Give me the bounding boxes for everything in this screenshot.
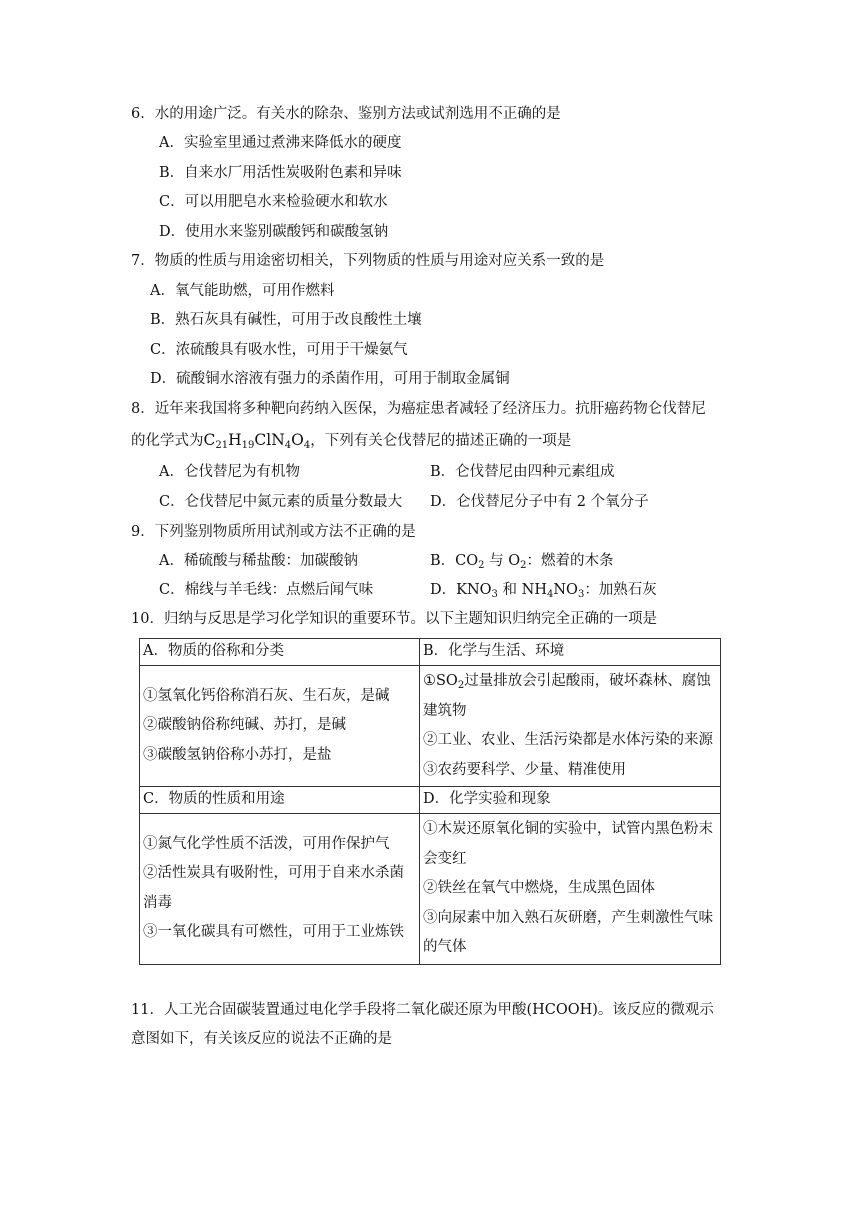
list-item: ①氮气化学性质不活泼，可用作保护气 xyxy=(143,835,390,852)
q7-option-a: A．氧气能助燃，可用作燃料 xyxy=(150,283,335,299)
knowledge-table xyxy=(139,638,721,965)
q8-option-d: D．仑伐替尼分子中有 2 个氧分子 xyxy=(430,494,649,510)
q6-option-a: A．实验室里通过煮沸来降低水的硬度 xyxy=(159,135,402,151)
q6-stem: 6．水的用途广泛。有关水的除杂、鉴别方法或试剂选用不正确的是 xyxy=(131,106,561,122)
q11-stem-line2: 意图如下，有关该反应的说法不正确的是 xyxy=(131,1031,392,1047)
q11-stem-line1: 11．人工光合固碳装置通过电化学手段将二氧化碳还原为甲酸(HCOOH)。该反应的微观示 xyxy=(131,1002,714,1018)
q8-option-b: B．仑伐替尼由四种元素组成 xyxy=(430,464,615,480)
q10-stem: 10．归纳与反思是学习化学知识的重要环节。以下主题知识归纳完全正确的一项是 xyxy=(131,611,657,627)
table-header-c: C．物质的性质和用途 xyxy=(140,787,420,814)
list-item: ③一氧化碳具有可燃性，可用于工业炼铁 xyxy=(143,924,404,941)
q9-option-d: D．$KNO_3$ 和 $NH_4NO_3$：加熟石灰 xyxy=(430,582,657,600)
q8-option-a: A．仑伐替尼为有机物 xyxy=(159,464,300,480)
q6-option-b: B．自来水厂用活性炭吸附色素和异味 xyxy=(159,165,402,181)
q8-stem-suffix: ，下列有关仑伐替尼的描述正确的一项是 xyxy=(310,433,572,449)
list-item: ①氢氧化钙俗称消石灰、生石灰，是碱 xyxy=(143,687,390,704)
q7-stem: 7．物质的性质与用途密切相关，下列物质的性质与用途对应关系一致的是 xyxy=(131,253,605,269)
list-item: ②活性炭具有吸附性，可用于自来水杀菌消毒 xyxy=(143,865,404,911)
list-item: ②铁丝在氧气中燃烧，生成黑色固体 xyxy=(423,880,655,896)
q8-option-c: C．仑伐替尼中氮元素的质量分数最大 xyxy=(159,494,403,510)
q7-option-b: B．熟石灰具有碱性，可用于改良酸性土壤 xyxy=(150,312,422,328)
table-header-b: B．化学与生活、环境 xyxy=(420,639,721,666)
table-cell-c xyxy=(140,814,420,965)
list-item: ①木炭还原氧化铜的实验中，试管内黑色粉末会变红 xyxy=(423,821,713,867)
list-item: ②工业、农业、生活污染都是水体污染的来源 xyxy=(423,732,713,748)
q6-option-d: D．使用水来鉴别碳酸钙和碳酸氢钠 xyxy=(159,224,389,240)
table-cell-a xyxy=(140,666,420,787)
q9-option-c: C．棉线与羊毛线：点燃后闻气味 xyxy=(159,582,374,598)
table-header-a: A．物质的俗称和分类 xyxy=(140,639,420,666)
table-cell-b xyxy=(420,666,721,787)
list-item: ②碳酸钠俗称纯碱、苏打，是碱 xyxy=(143,717,346,734)
q8-stem-line1: 8．近年来我国将多种靶向药纳入医保，为癌症患者减轻了经济压力。抗肝癌药物仑伐替尼 xyxy=(131,401,706,417)
list-item: $①SO_2$过量排放会引起酸雨，破坏森林、腐蚀建筑物 xyxy=(423,673,711,719)
list-item: ③向尿素中加入熟石灰研磨，产生刺激性气味的气体 xyxy=(423,909,713,955)
chemical-formula: $C_{21}H_{19}ClN_4O_4$ xyxy=(203,431,311,451)
list-item: ③农药要科学、少量、精准使用 xyxy=(423,761,626,778)
q7-option-d: D．硫酸铜水溶液有强力的杀菌作用，可用于制取金属铜 xyxy=(150,371,510,387)
list-item: ③碳酸氢钠俗称小苏打，是盐 xyxy=(143,746,332,763)
q9-stem: 9．下列鉴别物质所用试剂或方法不正确的是 xyxy=(131,524,416,540)
q9-option-b: B．$CO_2$ 与 $O_2$：燃着的木条 xyxy=(430,553,614,571)
q8-stem-prefix: 的化学式为 xyxy=(131,433,204,449)
table-cell-d xyxy=(420,814,721,965)
q8-stem-line2 xyxy=(131,430,571,451)
table-header-d: D．化学实验和现象 xyxy=(420,787,721,814)
q6-option-c: C．可以用肥皂水来检验硬水和软水 xyxy=(159,194,388,210)
q9-option-a: A．稀硫酸与稀盐酸：加碳酸钠 xyxy=(159,553,358,569)
q7-option-c: C．浓硫酸具有吸水性，可用于干燥氨气 xyxy=(150,342,408,358)
